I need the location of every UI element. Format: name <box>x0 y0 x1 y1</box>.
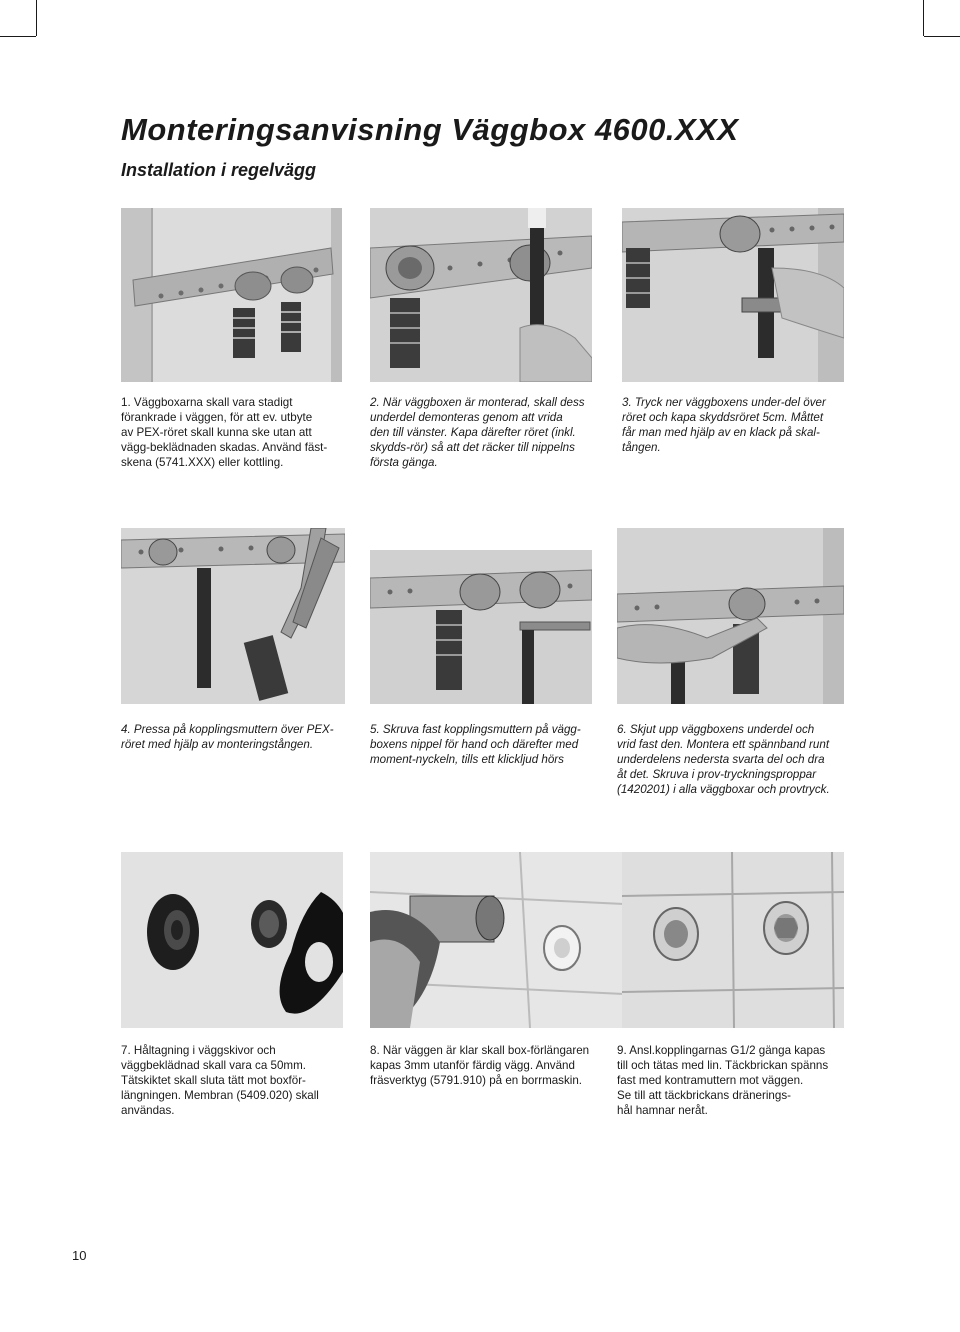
step-6-line-1: 6. Skjut upp väggboxens underdel och <box>617 723 815 736</box>
step-1-line-5: skena (5741.XXX) eller kottling. <box>121 456 284 469</box>
step-3-photo <box>622 208 844 382</box>
step-2-line-5: första gänga. <box>370 456 438 469</box>
step-1-line-3: av PEX-röret skall kunna ske utan att <box>121 426 312 439</box>
page-subtitle: Installation i regelvägg <box>121 160 317 180</box>
step-5-line-2: boxens nippel för hand och därefter med <box>370 738 579 751</box>
step-7-caption <box>121 1043 319 1118</box>
step-4-line-2: röret med hjälp av monteringstången. <box>121 738 314 751</box>
step-2-caption <box>370 395 585 470</box>
step-6-line-5: (1420201) i alla väggboxar och provtryck. <box>617 783 830 796</box>
step-9-line-5: hål hamnar neråt. <box>617 1104 708 1117</box>
step-7-line-1: 7. Håltagning i väggskivor och <box>121 1044 276 1057</box>
page-title: Monteringsanvisning Väggbox 4600.XXX <box>121 112 739 147</box>
step-5-photo <box>370 550 592 704</box>
step-2-line-2: underdel demonteras genom att vrida <box>370 411 563 424</box>
step-8-line-2: kapas 3mm utanför färdig vägg. Använd <box>370 1059 575 1072</box>
step-7-line-4: längningen. Membran (5409.020) skall <box>121 1089 319 1102</box>
step-1-line-1: 1. Väggboxarna skall vara stadigt <box>121 396 293 409</box>
step-9-caption <box>617 1043 828 1118</box>
step-4-line-1: 4. Pressa på kopplingsmuttern över PEX- <box>121 723 334 736</box>
step-7-line-3: Tätskiktet skall sluta tätt mot boxför- <box>121 1074 306 1087</box>
step-2-line-3: den till vänster. Kapa därefter röret (inkl. <box>370 426 576 439</box>
step-9-line-2: till och tätas med lin. Täckbrickan spänns <box>617 1059 829 1072</box>
crop-mark-top-right-h <box>924 36 960 37</box>
crop-mark-top-left <box>36 0 37 36</box>
step-7-photo <box>121 852 343 1028</box>
step-6-caption <box>617 722 830 797</box>
step-4-caption <box>121 722 334 752</box>
step-1-caption <box>121 395 327 470</box>
step-3-caption <box>622 395 826 455</box>
crop-mark-top-right <box>923 0 924 36</box>
crop-mark-top-left-h <box>0 36 36 37</box>
step-8-photo <box>370 852 624 1028</box>
step-7-line-5: användas. <box>121 1104 175 1117</box>
step-9-line-1: 9. Ansl.kopplingarnas G1/2 gänga kapas <box>617 1044 826 1057</box>
step-1-line-2: förankrade i väggen, för att ev. utbyte <box>121 411 313 424</box>
step-6-line-4: åt det. Skruva i prov-tryckningsproppar <box>617 768 817 781</box>
step-6-line-2: vrid fast den. Montera ett spännband runt <box>617 738 830 751</box>
step-7-line-2: väggbeklädnad skall vara ca 50mm. <box>121 1059 306 1072</box>
step-9-photo <box>622 852 844 1028</box>
step-2-photo <box>370 208 592 382</box>
step-5-line-3: moment-nyckeln, tills ett klickljud hörs <box>370 753 564 766</box>
step-8-line-3: fräsverktyg (5791.910) på en borrmaskin. <box>370 1074 583 1087</box>
step-3-line-2: röret och kapa skyddsröret 5cm. Måttet <box>622 411 824 424</box>
step-8-line-1: 8. När väggen är klar skall box-förlängaren <box>370 1044 590 1057</box>
step-8-caption <box>370 1043 589 1088</box>
step-5-caption <box>370 722 581 767</box>
step-9-line-4: Se till att täckbrickans dränerings- <box>617 1089 791 1102</box>
step-3-line-1: 3. Tryck ner väggboxens under-del över <box>622 396 826 409</box>
step-3-line-4: tången. <box>622 441 661 454</box>
step-5-line-1: 5. Skruva fast kopplingsmuttern på vägg- <box>370 723 581 736</box>
step-6-photo <box>617 528 844 704</box>
step-2-line-4: skydds-rör) så att det räcker till nippelns <box>370 441 575 454</box>
page-number: 10 <box>72 1248 87 1263</box>
step-2-line-1: 2. När väggboxen är monterad, skall dess <box>370 396 585 409</box>
step-1-line-4: vägg-beklädnaden skadas. Använd fäst- <box>121 441 328 454</box>
step-4-photo <box>121 528 345 704</box>
step-1-photo <box>121 208 342 382</box>
step-6-line-3: underdelens nedersta svarta del och dra <box>617 753 825 766</box>
step-9-line-3: fast med kontramuttern mot väggen. <box>617 1074 804 1087</box>
step-3-line-3: får man med hjälp av en klack på skal- <box>622 426 820 439</box>
